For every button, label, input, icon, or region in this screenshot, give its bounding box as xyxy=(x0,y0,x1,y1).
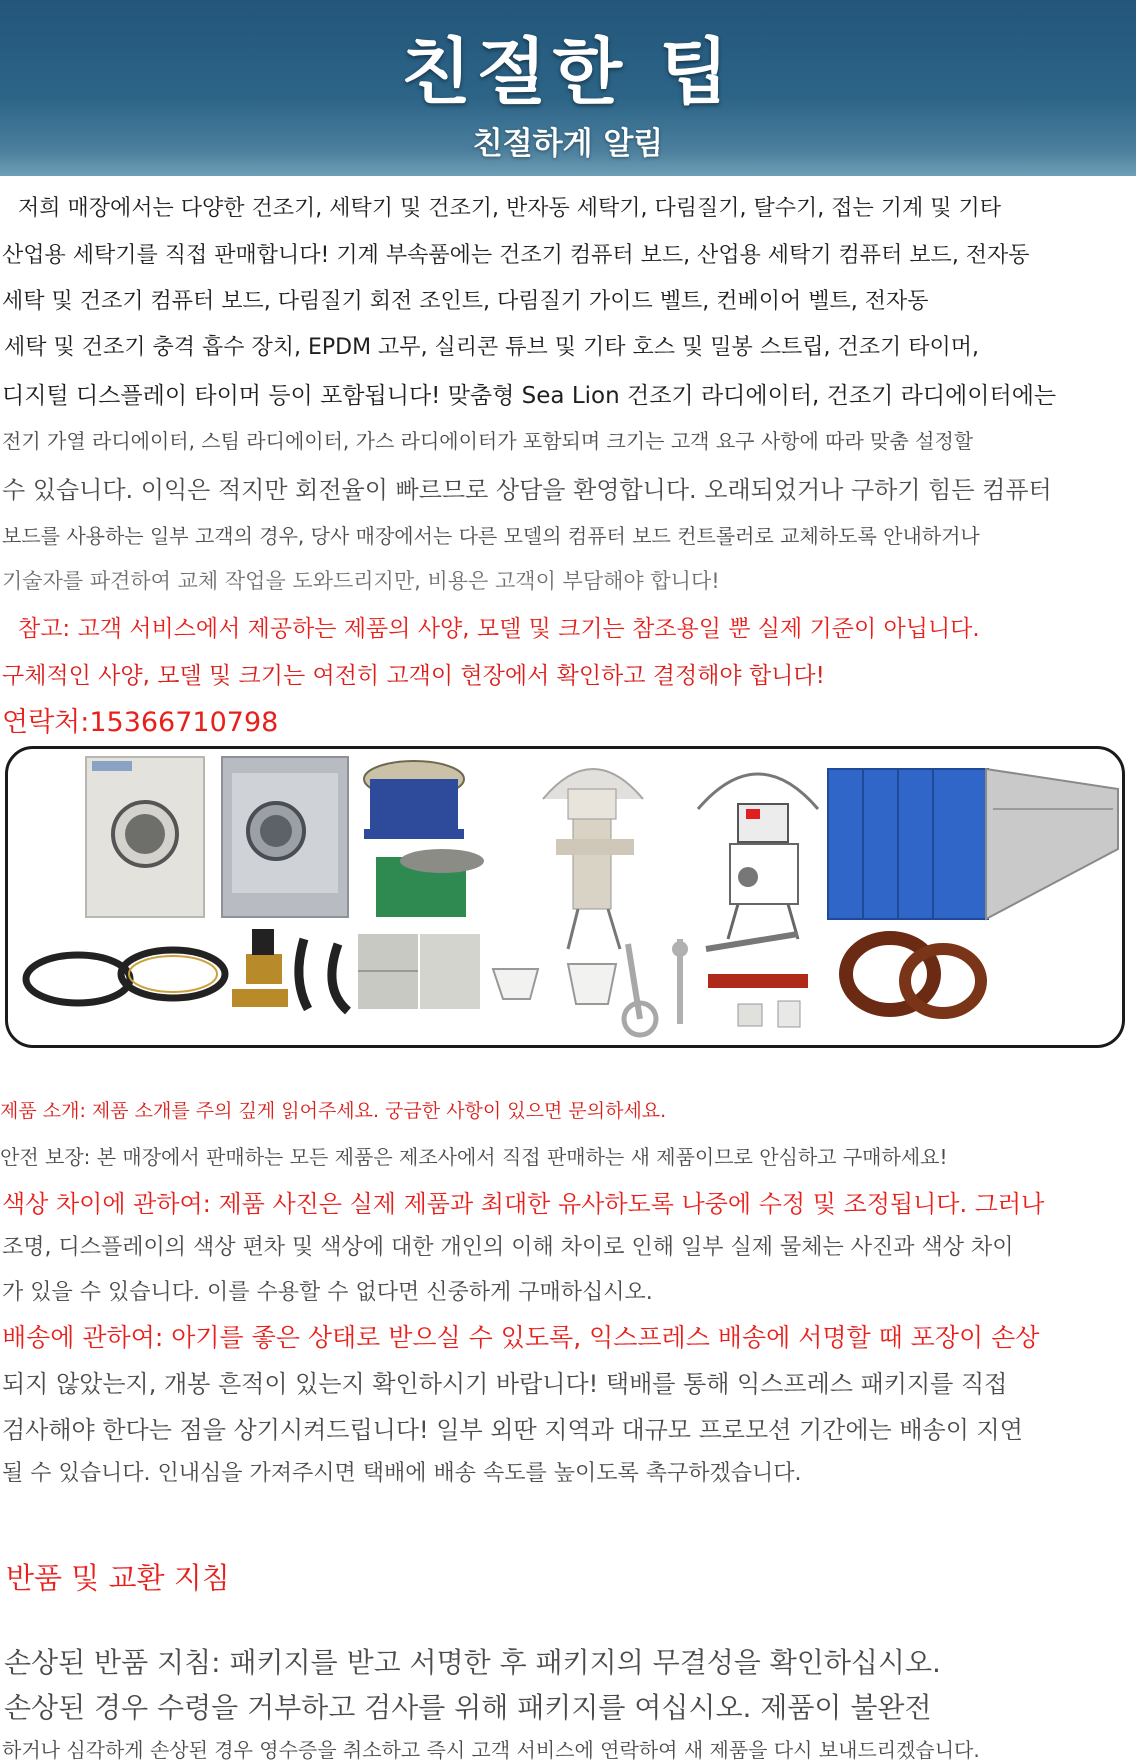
returns-line: 손상된 반품 지침: 패키지를 받고 서명한 후 패키지의 무결성을 확인하십시오. xyxy=(4,1646,941,1679)
intro-line: 세탁 및 건조기 충격 흡수 장치, EPDM 고무, 실리콘 튜브 및 기타 호스 및 밀봉 스트립, 건조기 타이머, xyxy=(4,335,980,360)
contact-number: 연락처:15366710798 xyxy=(2,707,279,738)
intro-line: 보드를 사용하는 일부 고객의 경우, 당사 매장에서는 다른 모델의 컴퓨터 보드 컨트롤러로 교체하도록 안내하거나 xyxy=(2,524,980,548)
notice-line: 참고: 고객 서비스에서 제공하는 제품의 사양, 모델 및 크기는 참조용일 뿐 실제 기준이 아닙니다. xyxy=(18,616,980,642)
intro-line: 저희 매장에서는 다양한 건조기, 세탁기 및 건조기, 반자동 세탁기, 다림질기, 탈수기, 접는 기계 및 기타 xyxy=(18,196,1001,221)
ironer-press-image xyxy=(543,769,643,949)
intro-line: 수 있습니다. 이익은 적지만 회전율이 빠르므로 상담을 환영합니다. 오래되었거나 구하기 힘든 컴퓨터 xyxy=(2,476,1052,504)
info-line: 배송에 관하여: 아기를 좋은 상태로 받으실 수 있도록, 익스프레스 배송에 서명할 때 포장이 손상 xyxy=(2,1323,1040,1352)
intro-line: 세탁 및 건조기 컴퓨터 보드, 다림질기 회전 조인트, 다림질기 가이드 벨트, 컨베이어 벨트, 전자동 xyxy=(2,289,929,314)
flatwork-ironer-image xyxy=(828,769,1118,919)
returns-line: 손상된 경우 수령을 거부하고 검사를 위해 패키지를 여십시오. 제품이 불완전 xyxy=(4,1691,932,1724)
info-line: 색상 차이에 관하여: 제품 사진은 실제 제품과 최대한 유사하도록 나중에 수정 및 조정됩니다. 그러나 xyxy=(2,1190,1045,1218)
page-subtitle: 친절하게 알림 xyxy=(472,126,664,162)
gasket-rings-image xyxy=(26,950,225,1003)
info-line: 조명, 디스플레이의 색상 편차 및 색상에 대한 개인의 이해 차이로 인해 일부 실제 물체는 사진과 색상 차이 xyxy=(2,1235,1014,1260)
info-line: 되지 않았는지, 개봉 흔적이 있는지 확인하시기 바랍니다! 택배를 통해 익스프레스 패키지를 직접 xyxy=(2,1370,1008,1398)
intro-line: 디지털 디스플레이 타이머 등이 포함됩니다! 맞춤형 Sea Lion 건조기 라디에이터, 건조기 라디에이터에는 xyxy=(2,383,1057,409)
header-banner xyxy=(0,0,1136,176)
info-line: 검사해야 한다는 점을 상기시켜드립니다! 일부 외딴 지역과 대규모 프로모션 기간에는 배송이 지연 xyxy=(2,1416,1023,1444)
ironing-arms-image xyxy=(624,939,688,1035)
info-line: 가 있을 수 있습니다. 이를 수용할 수 없다면 신중하게 구매하십시오. xyxy=(2,1280,653,1305)
intro-line: 전기 가열 라디에이터, 스팀 라디에이터, 가스 라디에이터가 포함되며 크기는 고객 요구 사항에 따라 맞춤 설정할 xyxy=(2,429,974,453)
info-line: 안전 보장: 본 매장에서 판매하는 모든 제품은 제조사에서 직접 판매하는 새 제품이므로 안심하고 구매하세요! xyxy=(0,1145,948,1169)
info-line: 제품 소개: 제품 소개를 주의 깊게 읽어주세요. 궁금한 사항이 있으면 문의하세요. xyxy=(0,1100,667,1122)
valve-hoses-image xyxy=(232,929,348,1011)
seals-image xyxy=(846,938,981,1013)
notice-line: 구체적인 사양, 모델 및 크기는 여전히 고객이 현장에서 확인하고 결정해야 합니다! xyxy=(2,663,825,689)
shock-absorbers-image xyxy=(706,934,808,1027)
brackets-image xyxy=(493,964,616,1004)
intro-line: 산업용 세탁기를 직접 판매합니다! 기계 부속품에는 건조기 컴퓨터 보드, 산업용 세탁기 컴퓨터 보드, 전자동 xyxy=(2,243,1030,268)
dryer-image xyxy=(86,757,204,917)
intro-line: 기술자를 파견하여 교체 작업을 도와드리지만, 비용은 고객이 부담해야 합니다! xyxy=(2,569,720,593)
page-title: 친절한 팁 xyxy=(401,30,735,114)
hydro-extractor-image xyxy=(364,761,484,917)
returns-line: 하거나 심각하게 손상된 경우 영수증을 취소하고 즉시 고객 서비스에 연락하여 새 제품을 다시 보내드리겠습니다. xyxy=(2,1738,980,1762)
info-line: 될 수 있습니다. 인내심을 가져주시면 택배에 배송 속도를 높이도록 촉구하겠습니다. xyxy=(2,1461,802,1486)
pads-image xyxy=(358,934,480,1009)
product-image-collage xyxy=(5,746,1125,1048)
washer-extractor-image xyxy=(222,757,348,917)
folding-machine-image xyxy=(698,774,818,939)
returns-heading: 반품 및 교환 지침 xyxy=(6,1561,230,1595)
